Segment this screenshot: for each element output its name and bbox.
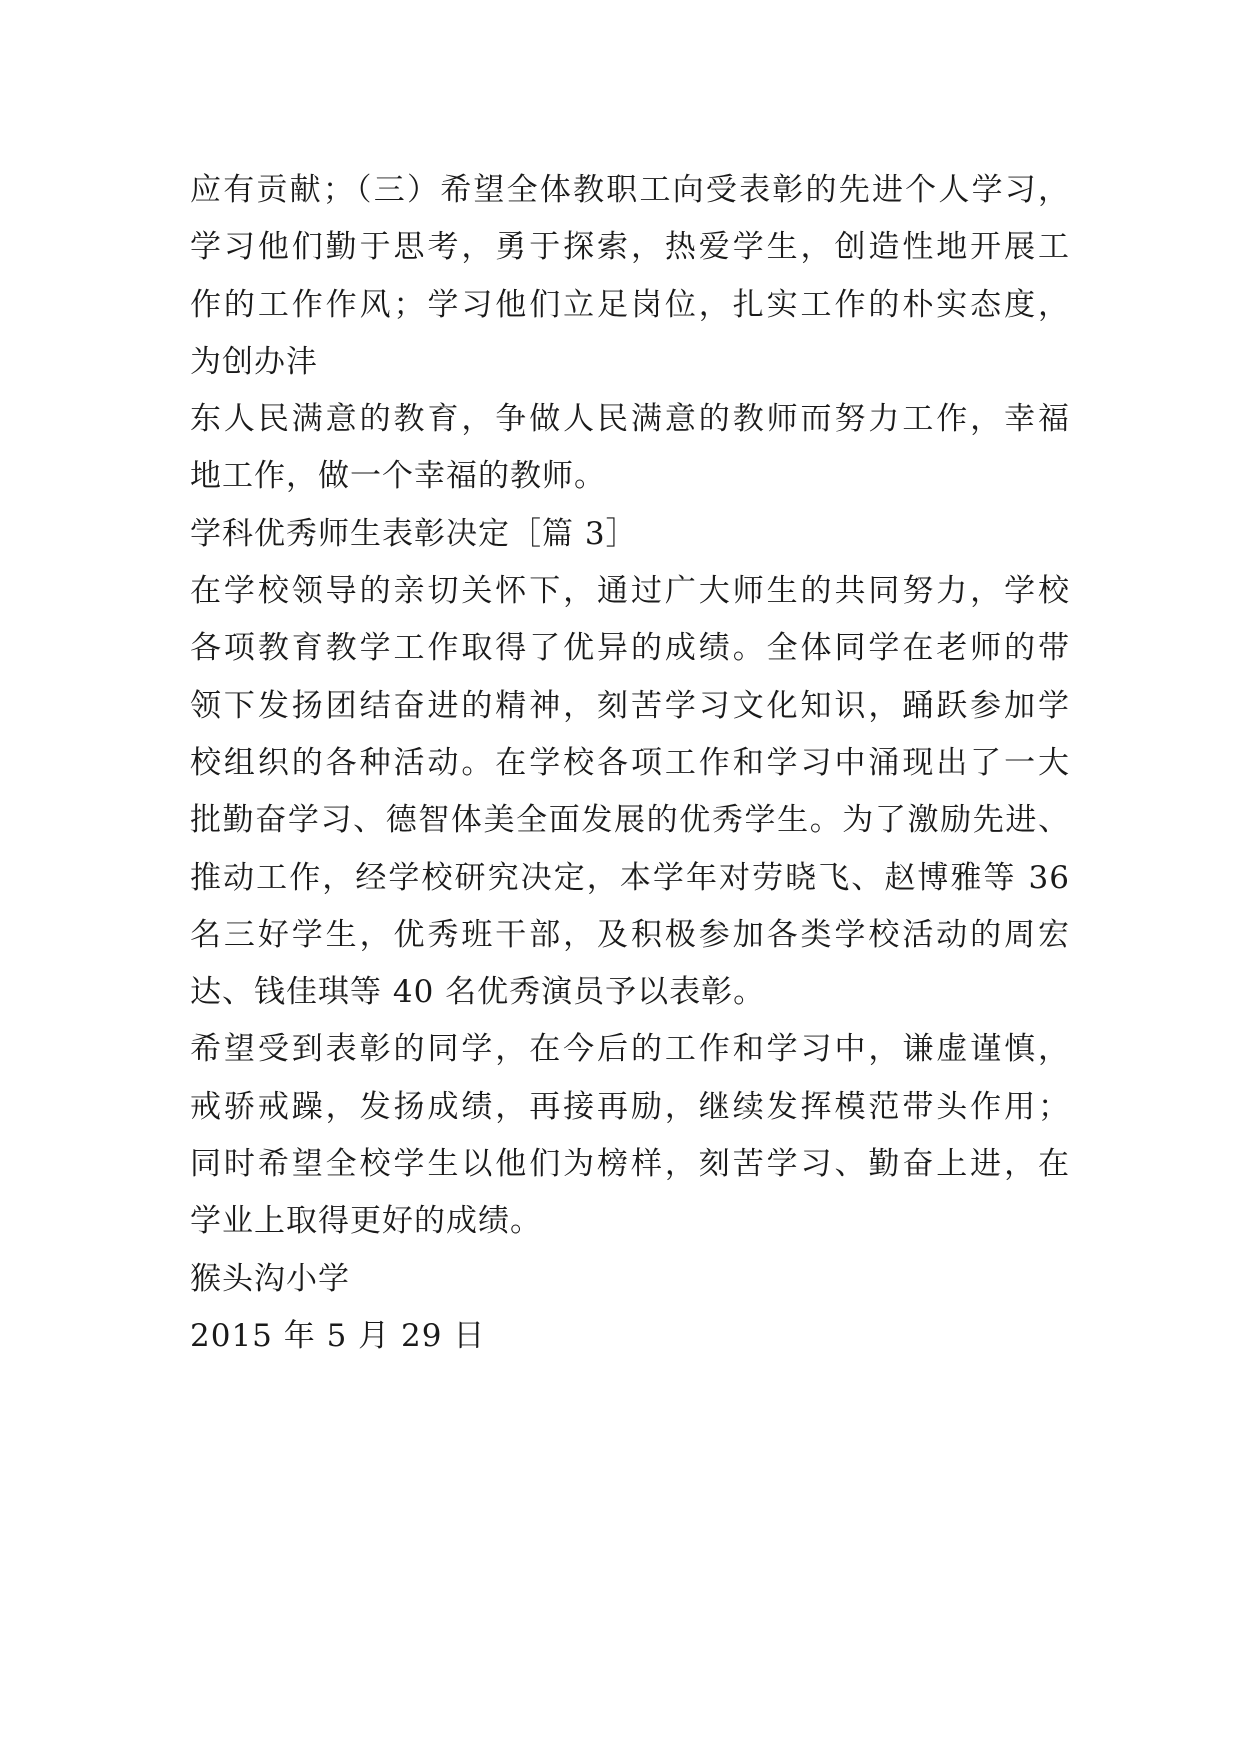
text-line: 领下发扬团结奋进的精神，刻苦学习文化知识，踊跃参加学 xyxy=(190,687,1070,724)
text-line: 2015 年 5 月 29 日 xyxy=(190,1317,486,1354)
text-line: 为创办沣 xyxy=(190,343,318,380)
text-line: 猴头沟小学 xyxy=(190,1260,350,1297)
text-line: 地工作，做一个幸福的教师。 xyxy=(190,458,606,495)
text-line: 推动工作，经学校研究决定，本学年对劳晓飞、赵博雅等 36 xyxy=(190,859,1070,896)
text-line: 学习他们勤于思考，勇于探索，热爱学生，创造性地开展工 xyxy=(190,229,1070,266)
text-line: 各项教育教学工作取得了优异的成绩。全体同学在老师的带 xyxy=(190,630,1070,667)
text-line: 达、钱佳琪等 40 名优秀演员予以表彰。 xyxy=(190,974,766,1011)
text-line: 东人民满意的教育，争做人民满意的教师而努力工作，幸福 xyxy=(190,401,1070,438)
document-body xyxy=(190,162,1070,1365)
text-line: 同时希望全校学生以他们为榜样，刻苦学习、勤奋上进，在 xyxy=(190,1146,1070,1183)
text-line: 批勤奋学习、德智体美全面发展的优秀学生。为了激励先进、 xyxy=(190,802,1070,839)
text-line: 应有贡献；（三）希望全体教职工向受表彰的先进个人学习， xyxy=(190,172,1070,208)
text-line: 名三好学生，优秀班干部，及积极参加各类学校活动的周宏 xyxy=(190,916,1070,953)
text-line: 戒骄戒躁，发扬成绩，再接再励，继续发挥模范带头作用； xyxy=(190,1088,1070,1125)
text-line: 学业上取得更好的成绩。 xyxy=(190,1203,542,1240)
text-line: 学科优秀师生表彰决定［篇 3］ xyxy=(190,515,638,552)
text-line: 在学校领导的亲切关怀下，通过广大师生的共同努力，学校 xyxy=(190,573,1070,610)
text-line: 希望受到表彰的同学，在今后的工作和学习中，谦虚谨慎， xyxy=(190,1031,1070,1068)
text-line: 作的工作作风；学习他们立足岗位，扎实工作的朴实态度， xyxy=(190,286,1070,323)
text-line: 校组织的各种活动。在学校各项工作和学习中涌现出了一大 xyxy=(190,744,1070,781)
